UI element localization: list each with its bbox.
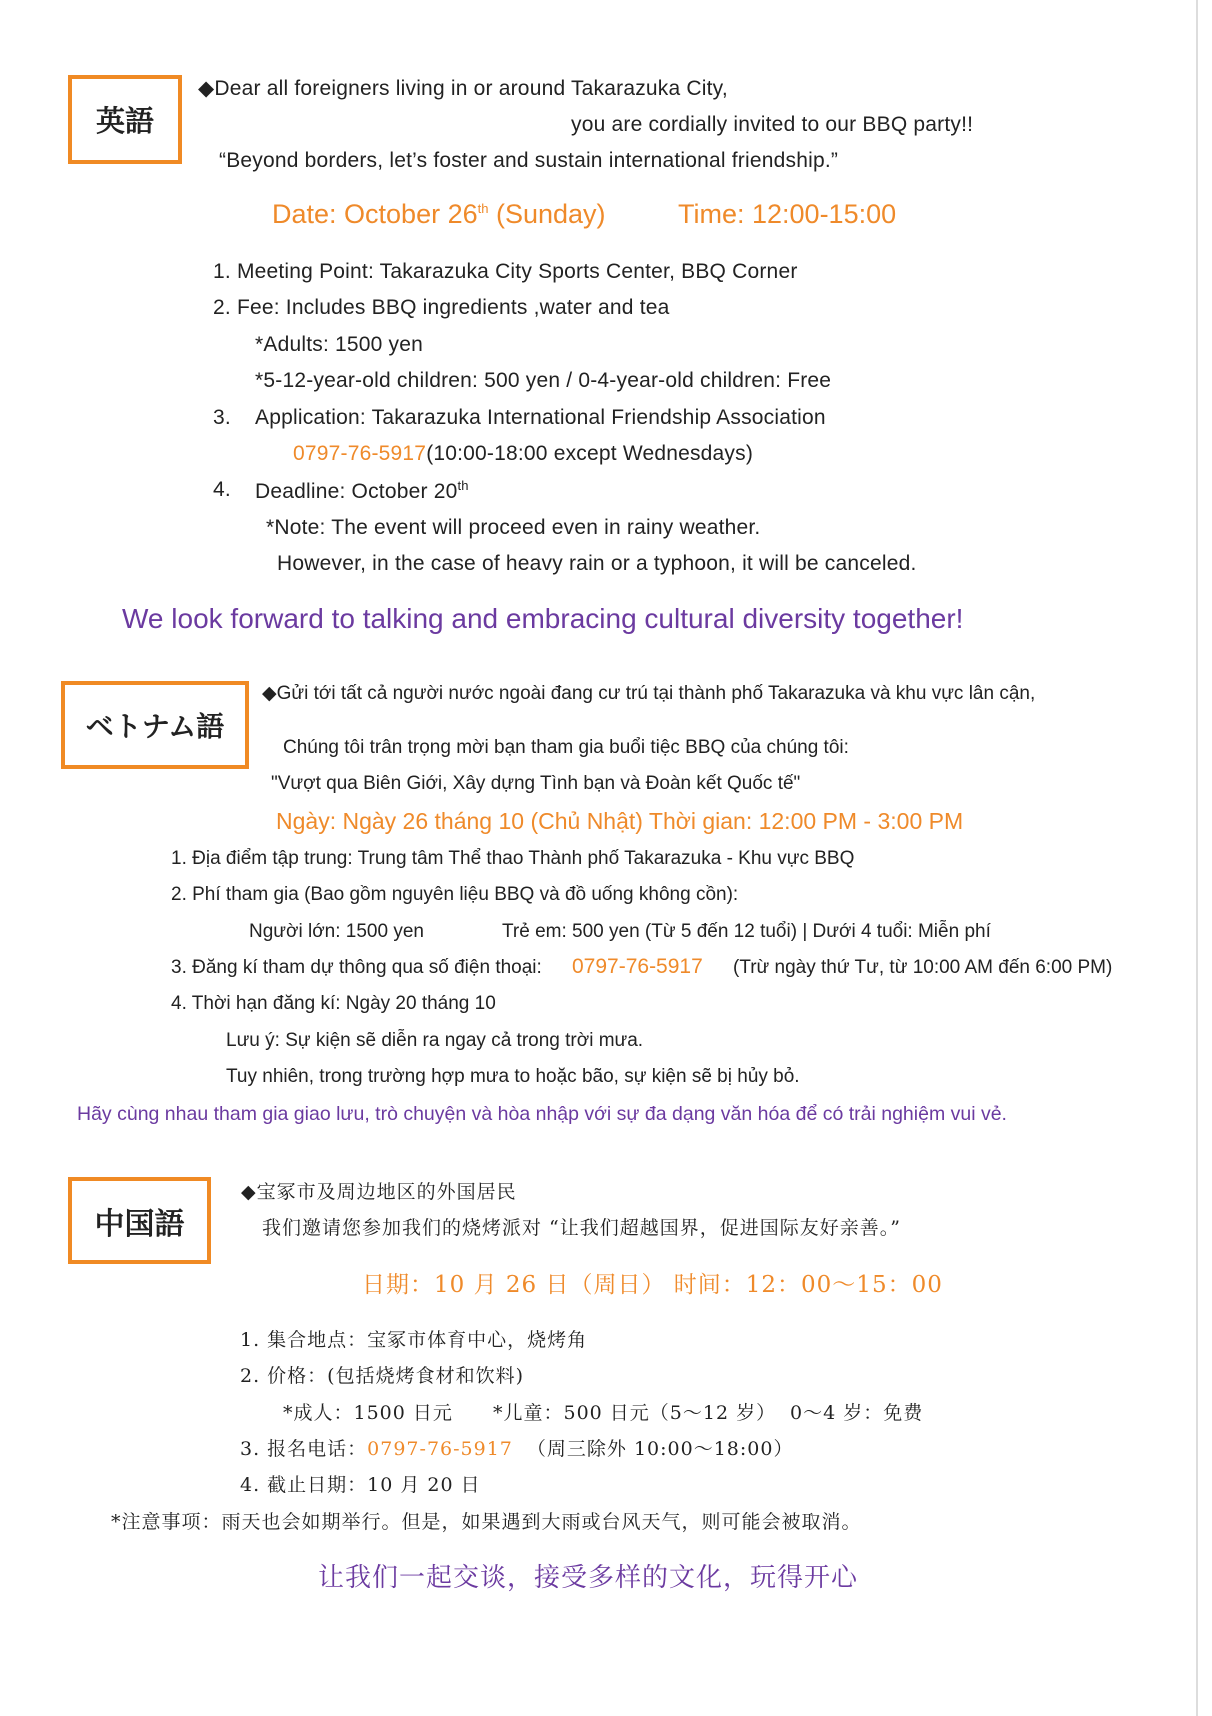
chinese-fee-children: *儿童：500 日元（5～12 岁） <box>493 1402 777 1424</box>
english-item-meeting-point: 1. Meeting Point: Takarazuka City Sports Center, BBQ Corner <box>213 260 798 283</box>
vietnamese-label-box <box>61 681 249 769</box>
chinese-label-box <box>68 1177 211 1264</box>
vietnamese-label: ベトナム語 <box>85 710 225 743</box>
vietnamese-phone-number: 0797-76-5917 <box>572 955 703 978</box>
english-phone-line <box>293 442 753 466</box>
chinese-fee-infants: 0～4 岁：免费 <box>790 1402 924 1424</box>
english-greeting: ◆Dear all foreigners living in or around Takarazuka City, <box>198 77 728 100</box>
vietnamese-note-cancel: Tuy nhiên, trong trường hợp mưa to hoặc bão, sự kiện sẽ bị hủy bỏ. <box>226 1066 800 1087</box>
english-label: 英語 <box>95 104 154 138</box>
english-date-text: Date: October 26 <box>272 199 478 229</box>
english-fee-children: *5-12-year-old children: 500 yen / 0-4-year-old children: Free <box>255 369 832 392</box>
english-item-application: Application: Takarazuka International Friendship Association <box>255 406 826 429</box>
chinese-phone-hours: （周三除外 10:00～18:00） <box>526 1438 794 1460</box>
english-deadline <box>255 478 469 504</box>
chinese-label: 中国語 <box>94 1206 185 1242</box>
chinese-item-meeting-point: 1. 集合地点：宝冢市体育中心，烧烤角 <box>240 1329 588 1351</box>
chinese-greeting: ◆宝冢市及周边地区的外国居民 <box>241 1181 517 1203</box>
english-label-box <box>68 75 182 164</box>
page-edge-line <box>1196 0 1198 1716</box>
vietnamese-date-time: Ngày: Ngày 26 tháng 10 (Chủ Nhật) Thời gian: 12:00 PM - 3:00 PM <box>276 808 964 834</box>
vietnamese-item-meeting-point: 1. Địa điểm tập trung: Trung tâm Thể thao Thành phố Takarazuka - Khu vực BBQ <box>171 848 855 869</box>
vietnamese-phone-hours: (Trừ ngày thứ Tư, từ 10:00 AM đến 6:00 PM) <box>733 957 1113 978</box>
english-slogan: “Beyond borders, let’s foster and sustain international friendship.” <box>219 149 839 172</box>
chinese-item-deadline: 4. 截止日期：10 月 20 日 <box>240 1474 481 1496</box>
english-date-sup: th <box>477 201 489 216</box>
english-item3-number: 3. <box>213 406 231 429</box>
chinese-note: *注意事项：雨天也会如期举行。但是，如果遇到大雨或台风天气，则可能会被取消。 <box>111 1511 862 1533</box>
english-item-fee: 2. Fee: Includes BBQ ingredients ,water and tea <box>213 296 670 319</box>
english-phone-number: 0797-76-5917 <box>293 442 427 465</box>
vietnamese-note-rain: Lưu ý: Sự kiện sẽ diễn ra ngay cả trong trời mưa. <box>226 1030 644 1051</box>
english-note-cancel: However, in the case of heavy rain or a typhoon, it will be canceled. <box>277 552 917 575</box>
english-note-rain: *Note: The event will proceed even in rainy weather. <box>266 516 761 539</box>
vietnamese-item-fee: 2. Phí tham gia (Bao gồm nguyên liệu BBQ và đồ uống không cồn): <box>171 884 739 905</box>
vietnamese-item-registration: 3. Đăng kí tham dự thông qua số điện thoại: <box>171 957 542 978</box>
english-deadline-text: Deadline: October 20 <box>255 480 458 503</box>
chinese-closing-message: 让我们一起交谈，接受多样的文化，玩得开心 <box>318 1563 859 1593</box>
english-closing-message: We look forward to talking and embracing cultural diversity together! <box>122 603 964 634</box>
vietnamese-item-deadline: 4. Thời hạn đăng kí: Ngày 20 tháng 10 <box>171 993 496 1014</box>
english-invite: you are cordially invited to our BBQ party!! <box>571 113 974 136</box>
english-date-day: (Sunday) <box>488 199 606 229</box>
chinese-date-time: 日期：10 月 26 日（周日） 时间：12：00～15：00 <box>362 1272 943 1298</box>
vietnamese-invite: Chúng tôi trân trọng mời bạn tham gia buổi tiệc BBQ của chúng tôi: <box>283 737 849 758</box>
english-deadline-sup: th <box>457 478 469 493</box>
chinese-item-fee: 2. 价格：(包括烧烤食材和饮料) <box>240 1365 524 1387</box>
english-date <box>272 199 606 230</box>
english-phone-hours: (10:00-18:00 except Wednesdays) <box>426 442 754 465</box>
vietnamese-greeting: ◆Gửi tới tất cả người nước ngoài đang cư trú tại thành phố Takarazuka và khu vực lân cận, <box>262 683 1036 704</box>
vietnamese-slogan: "Vượt qua Biên Giới, Xây dựng Tình bạn và Đoàn kết Quốc tế" <box>271 773 801 794</box>
vietnamese-fee-children: Trẻ em: 500 yen (Từ 5 đến 12 tuổi) | Dưới 4 tuổi: Miễn phí <box>502 921 991 942</box>
english-time: Time: 12:00-15:00 <box>678 199 897 229</box>
english-fee-adults: *Adults: 1500 yen <box>255 333 424 356</box>
chinese-phone-number: 0797-76-5917 <box>367 1438 513 1460</box>
english-item4-number: 4. <box>213 478 231 501</box>
vietnamese-closing-message: Hãy cùng nhau tham gia giao lưu, trò chuyện và hòa nhập với sự đa dạng văn hóa để có trải nghiệm vui vẻ. <box>77 1103 1007 1125</box>
chinese-item3-text: 3. 报名电话： <box>240 1438 368 1460</box>
vietnamese-fee-adults: Người lớn: 1500 yen <box>249 921 424 942</box>
chinese-item-registration <box>240 1434 793 1461</box>
chinese-invite: 我们邀请您参加我们的烧烤派对 “让我们超越国界，促进国际友好亲善。” <box>262 1217 901 1239</box>
chinese-fee-adults: *成人：1500 日元 <box>283 1402 453 1424</box>
